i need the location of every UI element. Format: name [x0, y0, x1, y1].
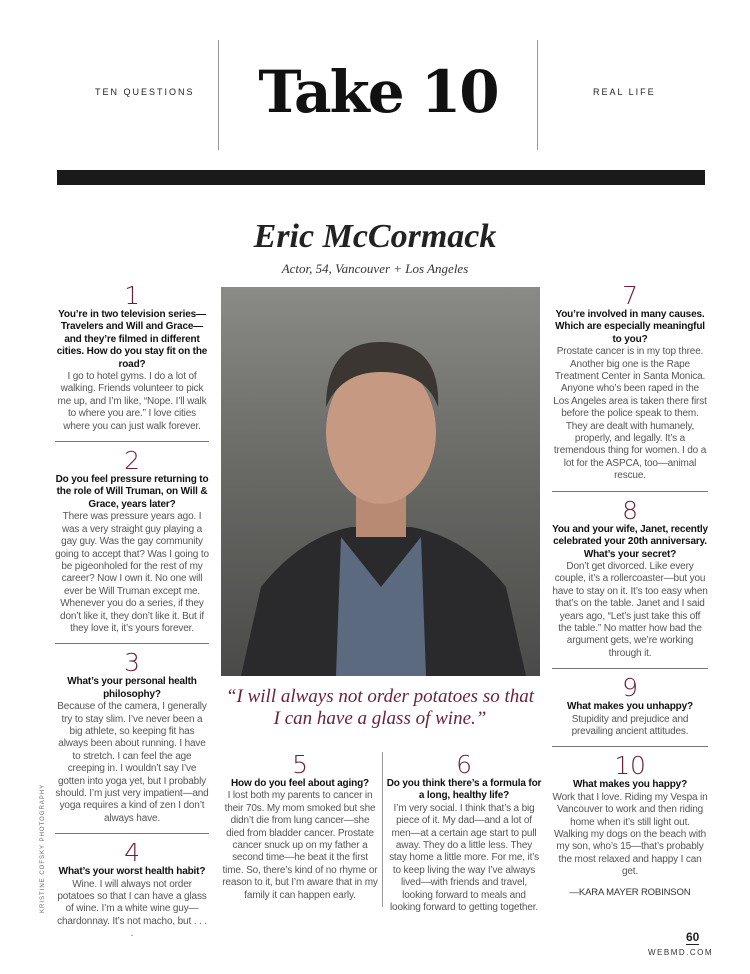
right-column: [552, 283, 708, 899]
question-block-9: [552, 675, 708, 738]
question-text: What’s your personal health philosophy?: [67, 676, 197, 700]
divider: [55, 643, 209, 644]
question-text: Do you think there’s a formula for a long, healthy life?: [386, 778, 542, 802]
answer-text: Work that I love. Riding my Vespa in Vancouver to work and then riding home when it’s still light out. Walking my dogs on the beach with my son, who’s 15—that’s probably the most relaxed and happy I can get.: [552, 791, 708, 878]
question-text: You’re involved in many causes. Which are especially meaningful to you?: [555, 309, 705, 345]
divider: [552, 668, 708, 669]
answer-text: There was pressure years ago. I was a very straight guy playing a gay guy. Was the gay community going to accept that? Was I going to be pigeonholed for the rest of my career? Now I own it. No one will ever be Will Truman except me. Whenever you do a series, if they don’t like it, they don’t like it. But if they love it, it’s yours forever.: [55, 511, 209, 634]
divider: [552, 746, 708, 747]
question-block-1: [55, 283, 209, 433]
answer-text: I go to hotel gyms. I do a lot of walking. Friends volunteer to pick me up, and I’m like, “Nope. I’ll walk to where you are.” I love cities where you can just walk forever.: [57, 371, 207, 432]
question-number: 8: [622, 495, 638, 525]
middle-column-left: [221, 752, 379, 902]
question-number: 2: [124, 446, 140, 476]
photo-credit: KRISTINE COFSKY PHOTOGRAPHY: [40, 783, 46, 913]
question-number: 5: [292, 750, 308, 779]
question-text: You and your wife, Janet, recently celebrated your 20th anniversary. What’s your secret?: [552, 523, 708, 560]
answer-text: I’m very social. I think that’s a big piece of it. My dad—and a lot of men—at a certain age start to pull away. They do a little less. They stay home a little more. For me, it’s to keep living the way I’ve always lived—with friends and travel, looking forward to meals and looking forward to getting together.: [389, 802, 539, 914]
header-divider-left: [218, 40, 219, 150]
question-number: 3: [124, 648, 140, 678]
column-divider: [382, 752, 383, 907]
question-number: 7: [622, 281, 638, 310]
question-text: You’re in two television series—Travelers and Will and Grace—and they’re filmed in different cities. How do you stay fit on the road?: [56, 309, 208, 370]
question-block-8: [552, 495, 708, 660]
question-number: 9: [622, 673, 638, 703]
answer-text: I lost both my parents to cancer in their 70s. My mom smoked but she didn’t die from lung cancer—she died from bladder cancer. Prostate cancer snuck up on my father a second time—he beat it the first time. So, there’s kind of no rhyme or reason to it, but I’m aware that in my family it can happen early.: [222, 790, 378, 901]
divider: [552, 491, 708, 492]
question-number: 6: [456, 750, 472, 779]
site-url: WEBMD.COM: [648, 948, 714, 957]
question-text: What makes you unhappy?: [566, 701, 693, 713]
question-block-10: [552, 753, 708, 899]
question-text: Do you feel pressure returning to the role of Will Truman, on Will & Grace, years later?: [55, 474, 209, 510]
middle-column-right: [386, 752, 542, 914]
question-block-7: [552, 283, 708, 483]
section-kicker-right: REAL LIFE: [593, 87, 656, 97]
page-number: 60: [686, 930, 700, 944]
answer-text: Wine. I will always not order potatoes so that I can have a glass of wine. I’m a white wine guy—chardonnay. It’s not macho, but . . . .: [57, 878, 207, 940]
author-byline: —KARA MAYER ROBINSON: [569, 886, 691, 898]
question-block-2: [55, 448, 209, 635]
question-number: 1: [124, 281, 140, 310]
question-block-6: [386, 752, 542, 914]
question-number: 4: [124, 838, 140, 868]
answer-text: Stupidity and prejudice and prevailing ancient attitudes.: [571, 713, 689, 737]
question-text: What’s your worst health habit?: [58, 866, 206, 878]
divider: [55, 833, 209, 834]
question-text: How do you feel about aging?: [230, 778, 370, 789]
divider: [55, 441, 209, 442]
question-number: 10: [614, 751, 646, 781]
interviewee-name: Eric McCormack: [253, 218, 497, 255]
portrait-photo: [221, 287, 540, 676]
header-rule-bar: [57, 170, 705, 185]
question-text: What makes you happy?: [572, 779, 688, 791]
answer-text: Prostate cancer is in my top three. Another big one is the Rape Treatment Center in Santa Monica. Anyone who’s been raped in the Los Angeles area is taken there first before the police speak to them. They are dealt with humanely, properly, and legally. It’s a tremendous thing for women. I do a lot for the ASPCA, too—animal rescue.: [553, 346, 707, 482]
interviewee-subtitle: Actor, 54, Vancouver + Los Angeles: [281, 261, 469, 276]
question-block-3: [55, 650, 209, 825]
section-kicker-left: TEN QUESTIONS: [95, 87, 195, 97]
question-block-5: [221, 752, 379, 902]
page-title: Take 10: [258, 58, 498, 126]
header-divider-right: [537, 40, 538, 150]
pull-quote: “I will always not order potatoes so that I can have a glass of wine.”: [225, 686, 535, 729]
left-column: [55, 283, 209, 941]
answer-text: Don’t get divorced. Like every couple, it’s a rollercoaster—but you have to stay on it. It’s too easy when that’s on the table. Janet and I said years ago, “Let’s just take this off the table.” No matter how bad the argument gets, we’re working through it.: [552, 560, 708, 659]
question-block-4: [55, 840, 209, 940]
answer-text: Because of the camera, I generally try to stay slim. I’ve never been a big athlete, so keeping fit has always been about running. I have to stretch. I can feel the age creeping in. I wouldn’t say I’ve gotten into yoga yet, but I probably should. I’m just very impatient—and yoga requires a kind of zen I don’t always have.: [55, 701, 209, 824]
